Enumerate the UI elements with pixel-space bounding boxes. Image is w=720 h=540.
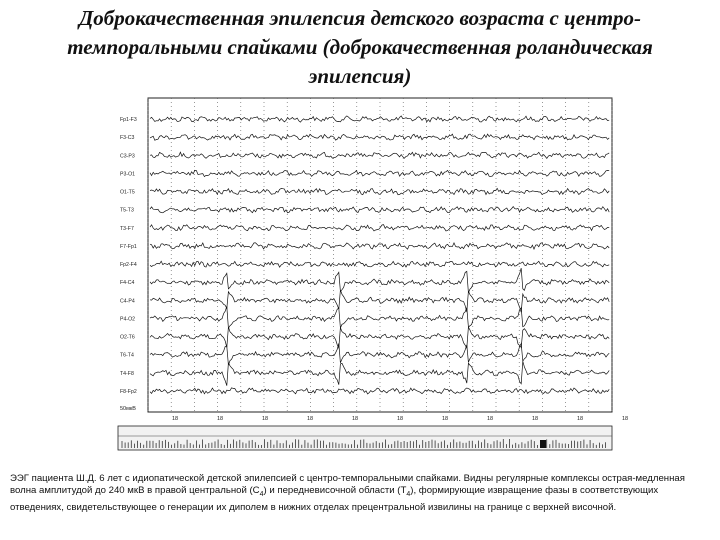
eeg-trace	[150, 261, 609, 267]
channel-label: T5-T3	[120, 207, 134, 214]
channel-label: T3-F7	[120, 225, 134, 232]
channel-label: O1-T5	[120, 189, 135, 196]
figure-caption	[10, 473, 710, 514]
channel-label: T6-T4	[120, 352, 134, 359]
time-marker: 18	[487, 416, 494, 422]
event-strip	[118, 426, 612, 450]
eeg-trace	[150, 290, 609, 312]
channel-label: C4-P4	[120, 298, 135, 305]
channel-label: F7-Fp1	[120, 243, 137, 250]
eeg-trace	[150, 243, 609, 249]
eeg-trace	[150, 188, 609, 194]
eeg-trace	[150, 207, 609, 213]
eeg-trace	[150, 343, 609, 365]
channel-label: Fp2-F4	[120, 262, 137, 269]
channel-label: T4-F8	[120, 370, 134, 377]
caption-sub-1: 4	[259, 491, 264, 499]
scale-label: 50мкВ	[120, 406, 136, 412]
time-marker: 18	[307, 416, 314, 422]
eeg-trace	[150, 134, 609, 140]
slide-title	[0, 4, 720, 91]
time-marker: 18	[217, 416, 224, 422]
eeg-trace	[150, 306, 609, 328]
title-line-2: темпоральными спайками (доброкачественная роландическая	[67, 35, 653, 59]
time-marker: 18	[442, 416, 449, 422]
eeg-trace	[150, 170, 609, 176]
strip-marker	[540, 440, 546, 448]
title-line-1: Доброкачественная эпилепсия детского возраста с центро-	[78, 6, 642, 30]
channel-label: C3-P3	[120, 153, 135, 160]
eeg-trace	[150, 225, 609, 231]
caption-sub-2: 4	[406, 491, 411, 499]
eeg-chart	[118, 94, 629, 454]
channel-label: P4-O2	[120, 316, 135, 323]
time-marker: 18	[352, 416, 359, 422]
caption-text-3: ), формирующие извращение фазы в соответствующих отведениях, свидетельствующее о генерации их диполем в нижних отделах прецентральной извилины на границе с верхней височной.	[10, 485, 659, 513]
channel-label: F8-Fp2	[120, 388, 137, 395]
channel-label: O2-T6	[120, 334, 135, 341]
channel-label: F3-C3	[120, 135, 135, 142]
eeg-trace	[150, 152, 609, 158]
time-marker: 18	[577, 416, 584, 422]
eeg-trace	[150, 116, 609, 122]
caption-text-2: ) и передневисочной области (T	[263, 485, 407, 497]
eeg-trace	[150, 327, 609, 348]
eeg-recording-image	[118, 94, 629, 454]
channel-label: Fp1-F3	[120, 117, 137, 124]
time-marker: 18	[532, 416, 539, 422]
time-marker: 18	[397, 416, 404, 422]
channel-label: P3-O1	[120, 171, 135, 178]
eeg-trace	[150, 361, 609, 385]
title-line-3: эпилепсия)	[308, 64, 412, 88]
eeg-trace	[150, 268, 609, 293]
caption-text-1: ЭЭГ пациента Ш.Д. 6 лет с идиопатической детской эпилепсией с центро-темпоральными спайками. Видны регулярные комплексы острая-медленная волна амплитудой до 240 мкВ в правой центральной (C	[10, 473, 685, 497]
time-marker: 18	[262, 416, 269, 422]
time-marker: 18	[172, 416, 179, 422]
eeg-trace	[150, 388, 609, 394]
time-marker: 18	[622, 416, 629, 422]
channel-label: F4-C4	[120, 280, 135, 287]
